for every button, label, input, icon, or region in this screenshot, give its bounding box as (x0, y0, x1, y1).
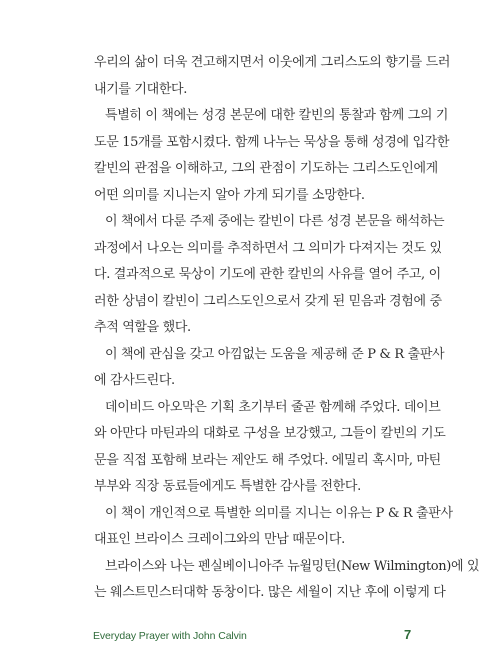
running-footer-title: Everyday Prayer with John Calvin (93, 630, 247, 642)
text-line: 러한 상념이 칼빈이 그리스도인으로서 갖게 된 믿음과 경험에 중 (94, 293, 442, 309)
text-line: 이 책에서 다룬 주제 중에는 칼빈이 다른 성경 본문을 해석하는 (105, 214, 445, 229)
body-text (94, 50, 479, 607)
text-line: 는 웨스트민스터대학 동창이다. 많은 세월이 지난 후에 이렇게 다 (94, 585, 446, 600)
text-line: 데이비드 아오막은 기획 초기부터 줄곧 함께해 주었다. 데이브 (105, 399, 441, 415)
text-line: 과정에서 나오는 의미를 추적하면서 그 의미가 다져지는 것도 있 (94, 240, 442, 256)
text-line: 어떤 의미를 지니는지 알아 가게 되기를 소망한다. (94, 187, 365, 203)
page-number: 7 (404, 627, 412, 642)
text-line: 특별히 이 책에는 성경 본문에 대한 칼빈의 통찰과 함께 그의 기 (105, 108, 449, 123)
text-line: 이 책이 개인적으로 특별한 의미를 지니는 이유는 P & R 출판사 (105, 505, 453, 521)
text-line: 브라이스와 나는 펜실베이니아주 뉴윌밍턴(New Wilmington)에 있 (105, 558, 479, 574)
text-line: 도문 15개를 포함시켰다. 함께 나누는 묵상을 통해 성경에 입각한 (94, 134, 450, 150)
text-line: 추적 역할을 했다. (94, 320, 191, 335)
text-line: 대표인 브라이스 크레이그와의 만남 때문이다. (94, 532, 345, 547)
text-line: 다. 결과적으로 묵상이 기도에 관한 칼빈의 사유를 열어 주고, 이 (94, 267, 441, 282)
text-line: 내기를 기대한다. (94, 81, 188, 97)
text-line: 부부와 직장 동료들에게도 특별한 감사를 전한다. (94, 479, 361, 494)
text-line: 이 책에 관심을 갖고 아낌없는 도움을 제공해 준 P & R 출판사 (105, 346, 445, 362)
text-line: 에 감사드린다. (94, 373, 175, 388)
text-line: 우리의 삶이 더욱 견고해지면서 이웃에게 그리스도의 향기를 드러 (94, 55, 451, 70)
text-line: 와 아만다 마틴과의 대화로 구성을 보강했고, 그들이 칼빈의 기도 (94, 426, 446, 441)
text-line: 칼빈의 관점을 이해하고, 그의 관점이 기도하는 그리스도인에게 (94, 161, 438, 176)
text-line: 문을 직접 포함해 보라는 제안도 해 주었다. 에밀리 혹시마, 마틴 (94, 452, 441, 468)
